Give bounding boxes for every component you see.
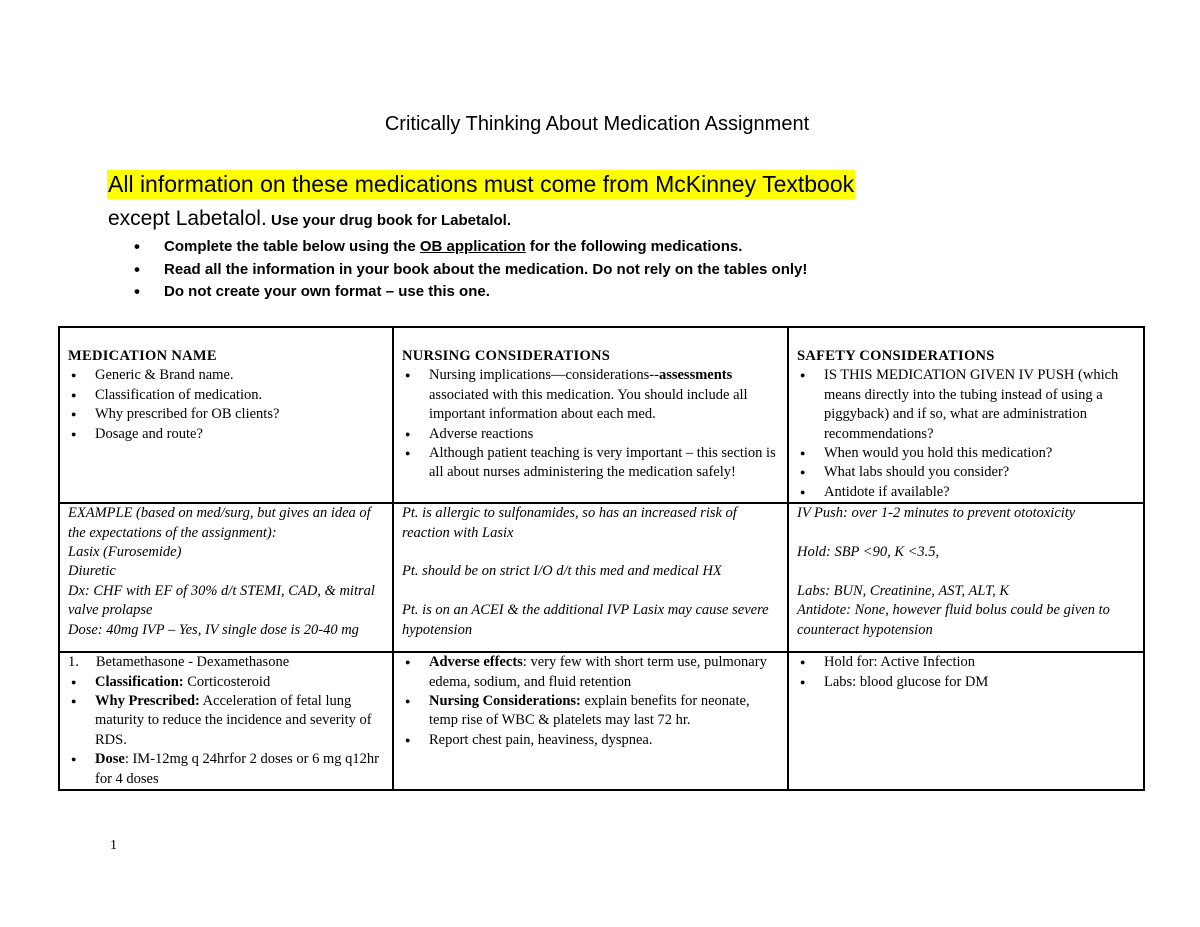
example-line: Pt. is allergic to sulfonamides, so has an increased risk of reaction with Lasix	[402, 505, 737, 541]
nursing-cell	[393, 652, 788, 790]
example-line: Pt. is on an ACEI & the additional IVP Lasix may cause severe hypotension	[402, 602, 769, 638]
list-item: ● Why prescribed for OB clients?	[68, 405, 384, 424]
example-line: Antidote: None, however fluid bolus could be given to counteract hypotension	[797, 602, 1110, 638]
example-safety-cell	[788, 503, 1144, 652]
list-item: ● Labs: blood glucose for DM	[797, 673, 1135, 692]
bullet-list	[797, 653, 1135, 692]
safety-considerations-header-cell	[788, 327, 1144, 503]
ob-application-text: OB application	[419, 238, 526, 255]
instruction-list	[134, 236, 807, 304]
list-item: ● Hold for: Active Infection	[797, 653, 1135, 672]
list-item: ● Although patient teaching is very important – this section is all about nurses administering the medication safely!	[402, 444, 779, 483]
list-item: ● Classification of medication.	[68, 386, 384, 405]
list-item: ● Classification: Corticosteroid	[68, 673, 384, 692]
list-item: ● Adverse reactions	[402, 425, 779, 444]
instruction-item: • Read all the information in your book about the medication. Do not rely on the tables only!	[134, 259, 807, 282]
example-line: Lasix (Furosemide)	[68, 544, 182, 561]
highlighted-text: All information on these medications must come from McKinney Textbook	[108, 171, 855, 197]
nursing-considerations-header-cell	[393, 327, 788, 503]
column-heading: NURSING CONSIDERATIONS	[402, 348, 611, 364]
list-item: ● What labs should you consider?	[797, 463, 1135, 482]
page-number: 1	[110, 838, 117, 853]
bullet-list	[402, 366, 779, 482]
list-item: ● When would you hold this medication?	[797, 444, 1135, 463]
page-title: Critically Thinking About Medication Assignment	[384, 113, 810, 135]
column-heading: SAFETY CONSIDERATIONS	[797, 348, 995, 364]
example-line: Hold: SBP <90, K <3.5,	[797, 544, 940, 561]
example-line: Pt. should be on strict I/O d/t this med and medical HX	[402, 563, 722, 580]
list-item: ● Dose: IM-12mg q 24hrfor 2 doses or 6 mg q12hr for 4 doses	[68, 750, 384, 789]
list-item: ● Report chest pain, heaviness, dyspnea.	[402, 731, 779, 750]
list-item: ● Generic & Brand name.	[68, 366, 384, 385]
drug-name: 1. Betamethasone - Dexamethasone	[68, 654, 290, 671]
column-heading: MEDICATION NAME	[68, 348, 217, 364]
example-line: Dose: 40mg IVP – Yes, IV single dose is 20-40 mg	[68, 621, 359, 638]
bullet-list	[68, 366, 384, 444]
header-row	[59, 327, 1144, 503]
list-item: ● Adverse effects: very few with short term use, pulmonary edema, sodium, and fluid retention	[402, 653, 779, 692]
medication-cell	[59, 652, 393, 790]
list-item: ● Nursing Considerations: explain benefits for neonate, temp rise of WBC & platelets may last 72 hr.	[402, 692, 779, 731]
exception-note	[108, 207, 511, 231]
instruction-item: • Complete the table below using the OB application for the following medications.	[134, 236, 807, 259]
medication-name-header-cell	[59, 327, 393, 503]
example-row	[59, 503, 1144, 652]
example-line: EXAMPLE (based on med/surg, but gives an idea of the expectations of the assignment):	[68, 505, 371, 541]
exception-big: except Labetalol.	[108, 207, 267, 230]
list-item: ● Why Prescribed: Acceleration of fetal lung maturity to reduce the incidence and severity of RDS.	[68, 692, 384, 750]
example-nursing-cell	[393, 503, 788, 652]
list-item: ● Antidote if available?	[797, 483, 1135, 502]
list-item: ● Nursing implications—considerations--assessments associated with this medication. You should include all important information about each med.	[402, 366, 779, 424]
bullet-list	[402, 653, 779, 750]
example-line: Labs: BUN, Creatinine, AST, ALT, K	[797, 582, 1010, 599]
list-item: ● IS THIS MEDICATION GIVEN IV PUSH (which means directly into the tubing instead of using a piggyback) and if so, what are administration recommendations?	[797, 366, 1135, 444]
highlighted-instruction	[107, 171, 855, 198]
exception-small: Use your drug book for Labetalol.	[266, 212, 511, 229]
example-line: Diuretic	[68, 563, 116, 580]
example-line: IV Push: over 1-2 minutes to prevent ototoxicity	[797, 505, 1076, 522]
instruction-item: • Do not create your own format – use this one.	[134, 281, 807, 304]
list-item: ● Dosage and route?	[68, 425, 384, 444]
medication-table	[58, 326, 1145, 791]
bullet-list	[797, 366, 1135, 502]
example-line: Dx: CHF with EF of 30% d/t STEMI, CAD, & mitral valve prolapse	[68, 582, 375, 619]
bullet-list	[68, 673, 384, 789]
medication-row	[59, 652, 1144, 790]
safety-cell	[788, 652, 1144, 790]
example-medication-cell	[59, 503, 393, 652]
